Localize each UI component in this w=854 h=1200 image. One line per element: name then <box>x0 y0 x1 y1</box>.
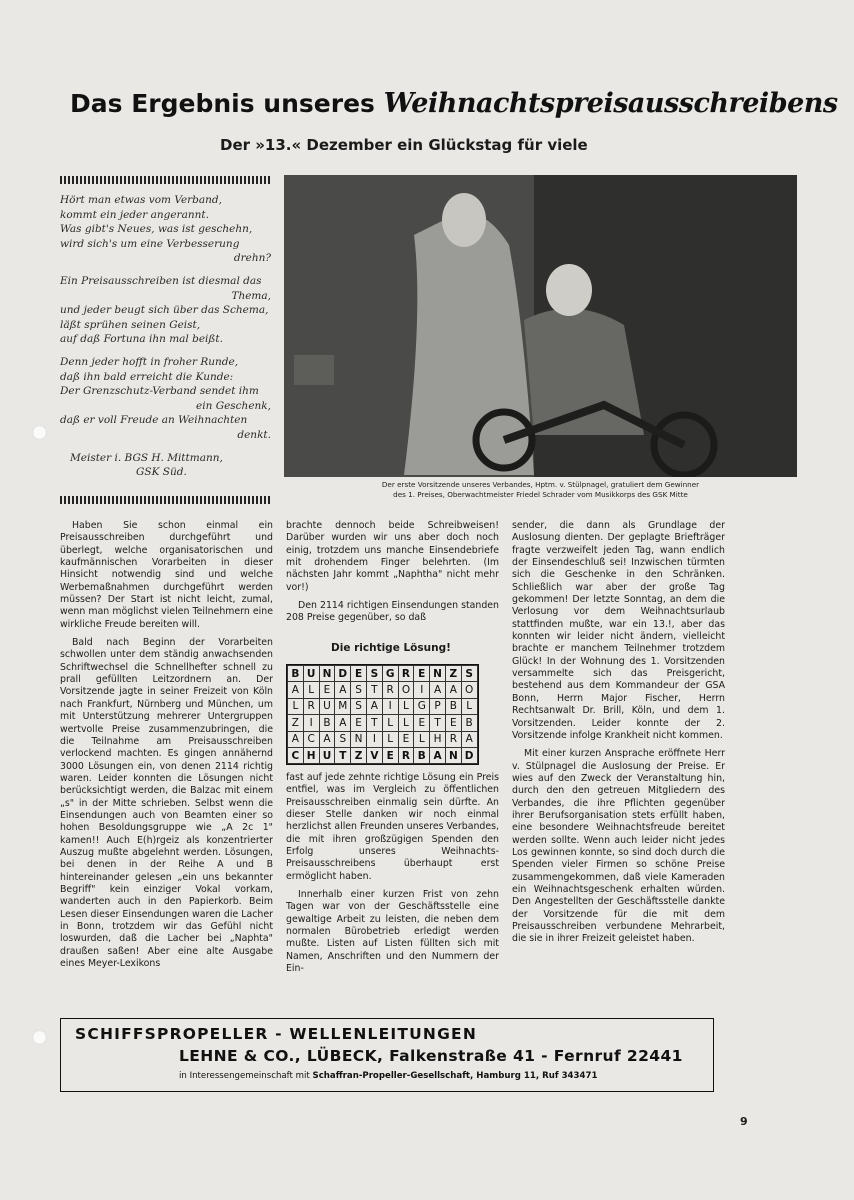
grid-cell: A <box>335 715 351 731</box>
poem-line: Der Grenzschutz-Verband sendet ihm <box>60 385 259 398</box>
poem-line: daß er voll Freude an Weihnachten <box>60 414 248 427</box>
advertisement-box <box>60 1018 714 1092</box>
poem-line: Denn jeder hofft in froher Runde, <box>60 355 239 368</box>
grid-cell: T <box>335 747 351 763</box>
award-photo <box>284 175 797 477</box>
paragraph: sender, die dann als Grundlage der Auslosung dienten. Der geplagte Briefträger fragte verzweifelt jeden Tag, wann endlich der Einsendeschluß sei! Inzwischen türmten sich die Geschenke in den Schränken. Schließlich war aber der große Tag gekommen! Der letzte Sonntag, an dem die Verlosung vor dem Weihnachtsurlaub stattfinden mußte, war ein 13.!, aber das konnten wir leider nicht ändern, vielleicht brachte er manchem Teilnehmer trotzdem Glück! In der Wohnung des 1. Vorsitzenden versammelte sich das Preisgericht, bestehend aus dem Kommandeur der GSA Bonn, Herrn Major Fischer, Herrn Rechtsanwalt Dr. Brill, Köln, und dem 1. Vorsitzenden. Leider konnte der 2. Vorsitzende infolge Krankheit nicht kommen. <box>512 520 725 741</box>
grid-cell: E <box>445 715 461 731</box>
grid-cell: L <box>382 731 398 747</box>
grid-cell: E <box>319 682 335 698</box>
poem-line: drehn? <box>233 252 271 265</box>
poem-line: kommt ein jeder angerannt. <box>60 208 209 221</box>
grid-cell: E <box>414 666 430 682</box>
grid-cell: N <box>319 666 335 682</box>
punch-hole <box>32 1030 47 1045</box>
grid-cell: A <box>430 747 446 763</box>
poem-stanza <box>60 355 271 443</box>
grid-cell: A <box>319 731 335 747</box>
grid-row <box>288 715 478 731</box>
title-script: Weihnachtspreisausschreibens <box>383 88 838 119</box>
ad-footer <box>179 1071 597 1081</box>
text-column-1 <box>60 520 273 976</box>
grid-cell: G <box>414 698 430 714</box>
grid-cell: L <box>303 682 319 698</box>
page-number: 9 <box>740 1115 748 1128</box>
paragraph: Den 2114 richtigen Einsendungen standen 208 Preise gegenüber, so daß <box>286 600 499 624</box>
grid-cell: L <box>288 698 304 714</box>
grid-cell: B <box>461 715 477 731</box>
grid-cell: L <box>398 715 414 731</box>
paragraph: Bald nach Beginn der Vorarbeiten schwollen unter dem ständig anwachsenden Schriftwechsel die Schnellhefter schnell zu prall gefüllten Leitzordnern an. Der Vorsitzende jagte in seiner Freizeit von Köln nach Frankfurt, Nürnberg und München, um mit Unterstützung mehrerer Untergruppen wertvolle Preise zusammenzubringen, die die Teilnahme am Preisausschreiben verlockend machten. Es gingen annähernd 3000 Lösungen ein, von denen 2114 richtig waren. Leider konnten die Lösungen nicht berücksichtigt werden, die Balzac mit einem „s" in der Mitte schrieben. Selbst wenn die Einsendungen auch von Beamten einer so hohen Besoldungsgruppe wie „A 2c 1" kamen!! Auch E(h)rgeiz als konzentrierter Auszug mußte abgelehnt werden. Lösungen, bei denen in der Reihe A und B hintereinander gelesen „ein uns bekannter Begriff" kein einziger Vokal vorkam, wanderten auch in den Papierkorb. Beim Lesen dieser Einsendungen waren die Lacher in Bonn, trotzdem wir das Gefühl nicht loswurden, daß die Lacher bei „Naphta" draußen saßen! Aber eine alte Ausgabe eines Meyer-Lexikons <box>60 637 273 970</box>
ad-headline: SCHIFFSPROPELLER - WELLENLEITUNGEN <box>75 1025 477 1043</box>
ad-footer-text: in Interessengemeinschaft mit <box>179 1071 313 1081</box>
paragraph: Haben Sie schon einmal ein Preisausschreiben durchgeführt und überlegt, welche organisatorischen und kaufmännischen Vorarbeiten in dieser Hinsicht notwendig sind und welche Werbemaßnahmen durchgeführt werden müssen? Der Start ist nicht leicht, zumal, wenn man möglichst vielen Teilnehmern eine wirkliche Freude bereiten will. <box>60 520 273 630</box>
poem-author: Meister i. BGS H. Mittmann, <box>70 451 223 464</box>
grid-cell: Z <box>445 666 461 682</box>
puzzle-title: Die richtige Lösung! <box>331 642 451 654</box>
grid-cell: M <box>335 698 351 714</box>
poem <box>60 193 271 480</box>
grid-cell: A <box>366 698 382 714</box>
grid-cell: R <box>398 747 414 763</box>
paragraph: brachte dennoch beide Schreibweisen! Darüber wurden wir uns aber doch noch einig, trotzdem uns manche Einsendebriefe mit drohendem Finger belehrten. (Im nächsten Jahr kommt „Naphtha" nicht mehr vor!) <box>286 520 499 593</box>
grid-cell: S <box>461 666 477 682</box>
poem-line: daß ihn bald erreicht die Kunde: <box>60 370 234 383</box>
grid-cell: A <box>288 682 304 698</box>
grid-cell: N <box>351 731 367 747</box>
grid-cell: T <box>366 715 382 731</box>
poem-line: Ein Preisausschreiben ist diesmal das <box>60 274 262 287</box>
grid-cell: A <box>430 682 446 698</box>
punch-hole <box>32 425 47 440</box>
grid-cell: L <box>382 715 398 731</box>
grid-row <box>288 666 478 682</box>
poem-line: wird sich's um eine Verbesserung <box>60 237 240 250</box>
grid-cell: Z <box>288 715 304 731</box>
grid-cell: U <box>319 698 335 714</box>
paragraph: Mit einer kurzen Ansprache eröffnete Herr v. Stülpnagel die Auslosung der Preise. Er wies auf den Zweck der Veranstaltung hin, durch den den getreuen Mitgliedern des Verbandes, die ihre Pflichten gegenüber ihrer Berufsorganisation stets erfüllt haben, eine besondere Weihnachtsfreude bereitet werden sollte. Wenn auch leider nicht jedes Los gewinnen konnte, so sind doch durch die Spenden vieler Firmen so schöne Preise zusammengekommen, daß viele Kameraden ein Weihnachtsgeschenk erhalten würden. Den Angestellten der Geschäftsstelle dankte der Vorsitzende für die mit dem Preisausschreiben verbundene Mehrarbeit, die sie in ihrer Freizeit geleistet haben. <box>512 748 725 945</box>
photo-illustration <box>284 175 797 477</box>
grid-cell: D <box>461 747 477 763</box>
grid-cell: R <box>303 698 319 714</box>
grid-cell: P <box>430 698 446 714</box>
grid-cell: O <box>398 682 414 698</box>
grid-cell: H <box>430 731 446 747</box>
grid-cell: E <box>398 731 414 747</box>
poem-stanza <box>60 193 271 266</box>
grid-cell: T <box>430 715 446 731</box>
poem-line: auf daß Fortuna ihn mal beißt. <box>60 333 223 346</box>
grid-cell: G <box>382 666 398 682</box>
grid-cell: B <box>414 747 430 763</box>
grid-cell: S <box>366 666 382 682</box>
grid-cell: N <box>430 666 446 682</box>
grid-cell: C <box>288 747 304 763</box>
grid-cell: D <box>335 666 351 682</box>
grid-cell: S <box>335 731 351 747</box>
poem-line: Was gibt's Neues, was ist geschehn, <box>60 223 253 236</box>
grid-cell: R <box>445 731 461 747</box>
grid-cell: E <box>351 715 367 731</box>
grid-cell: C <box>303 731 319 747</box>
paragraph: Innerhalb einer kurzen Frist von zehn Tagen war von der Geschäftsstelle eine gewaltige Arbeit zu leisten, die neben dem normalen Bürobetrieb erledigt werden mußte. Listen auf Listen füllten sich mit Namen, Anschriften und den Nummern der Ein- <box>286 889 499 975</box>
grid-row <box>288 682 478 698</box>
grid-cell: A <box>335 682 351 698</box>
grid-cell: B <box>319 715 335 731</box>
poem-line: läßt sprühen seinen Geist, <box>60 318 201 331</box>
grid-cell: B <box>445 698 461 714</box>
ad-company: LEHNE & CO., LÜBECK, Falkenstraße 41 - Fernruf 22441 <box>179 1047 683 1065</box>
grid-cell: U <box>319 747 335 763</box>
grid-row <box>288 731 478 747</box>
grid-cell: R <box>398 666 414 682</box>
grid-cell: S <box>351 682 367 698</box>
grid-cell: V <box>366 747 382 763</box>
grid-cell: L <box>461 698 477 714</box>
grid-cell: I <box>366 731 382 747</box>
grid-row <box>288 747 478 763</box>
grid-cell: Z <box>351 747 367 763</box>
poem-author-unit: GSK Süd. <box>136 466 187 479</box>
divider-rule <box>60 176 271 184</box>
grid-cell: I <box>382 698 398 714</box>
grid-cell: B <box>288 666 304 682</box>
poem-line: Hört man etwas vom Verband, <box>60 194 222 206</box>
caption-line: des 1. Preises, Oberwachtmeister Friedel Schrader vom Musikkorps des GSK Mitte <box>393 490 688 499</box>
title-plain: Das Ergebnis unseres <box>70 89 375 118</box>
poem-line: denkt. <box>237 428 271 441</box>
grid-cell: I <box>414 682 430 698</box>
grid-cell: I <box>303 715 319 731</box>
grid-row <box>288 698 478 714</box>
grid-cell: H <box>303 747 319 763</box>
grid-cell: A <box>445 682 461 698</box>
ad-footer-partner: Schaffran-Propeller-Gesellschaft, Hamburg 11, Ruf 343471 <box>312 1071 598 1081</box>
grid-cell: E <box>382 747 398 763</box>
grid-cell: T <box>366 682 382 698</box>
grid-cell: N <box>445 747 461 763</box>
grid-cell: O <box>461 682 477 698</box>
grid-cell: S <box>351 698 367 714</box>
puzzle-grid <box>286 664 479 765</box>
grid-cell: R <box>382 682 398 698</box>
paragraph: fast auf jede zehnte richtige Lösung ein Preis entfiel, was im Vergleich zu öffentlichen Preisausschreiben einmalig sein dürfte. An dieser Stelle danken wir noch einmal herzlichst allen Freunden unseres Verbandes, die mit ihren großzügigen Spenden den Erfolg unseres Weihnachts-Preisausschreibens überhaupt erst ermöglicht haben. <box>286 772 499 882</box>
article-title <box>70 88 838 119</box>
photo-caption <box>284 480 797 500</box>
text-column-2-top <box>286 520 499 631</box>
grid-cell: E <box>414 715 430 731</box>
grid-cell: U <box>303 666 319 682</box>
poem-stanza <box>60 274 271 347</box>
text-column-3 <box>512 520 725 952</box>
divider-rule <box>60 496 271 504</box>
grid-cell: A <box>461 731 477 747</box>
text-column-2-bottom <box>286 772 499 982</box>
grid-cell: L <box>398 698 414 714</box>
grid-cell: E <box>351 666 367 682</box>
caption-line: Der erste Vorsitzende unseres Verbandes, Hptm. v. Stülpnagel, gratuliert dem Gewinner <box>381 480 700 489</box>
grid-cell: A <box>288 731 304 747</box>
poem-line: Thema, <box>231 289 271 302</box>
grid-cell: L <box>414 731 430 747</box>
article-subtitle: Der »13.« Dezember ein Glückstag für viele <box>220 136 588 154</box>
poem-line: und jeder beugt sich über das Schema, <box>60 304 269 317</box>
poem-line: ein Geschenk, <box>196 399 271 412</box>
